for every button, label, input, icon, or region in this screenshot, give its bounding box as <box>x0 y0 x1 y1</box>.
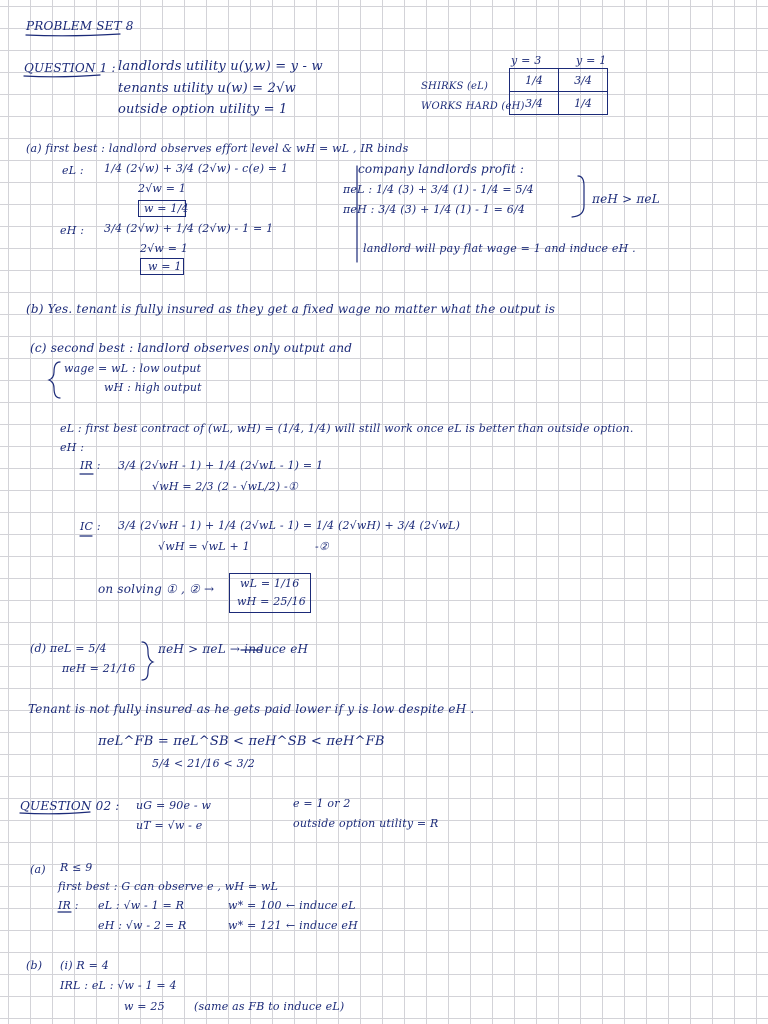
q1a-profit-heading: company landlords profit : <box>358 162 525 176</box>
q2-util-t: uT = √w - e <box>136 819 203 832</box>
q2a-w-eh: w* = 121 <box>228 919 282 932</box>
q1a-conclusion: landlord will pay flat wage = 1 and induce eH . <box>363 242 636 255</box>
q2a-el-eq: eL : √w - 1 = R <box>98 899 185 912</box>
table-row-shirks: SHIRKS (eL) <box>421 81 489 92</box>
q2-outside-option: outside option utility = R <box>293 817 439 830</box>
q1c-ic-tag: -② <box>315 540 329 553</box>
q1c-wage-low: wage = wL : low output <box>64 362 202 375</box>
q1c-wage-high: wH : high output <box>104 381 202 394</box>
q1-util-tenant: tenants utility u(w) = 2√w <box>118 81 296 96</box>
table-col-y1: y = 1 <box>576 54 607 67</box>
q1a-el-eq1: 1/4 (2√w) + 3/4 (2√w) - c(e) = 1 <box>104 162 289 175</box>
q1a-eh-eq1: 3/4 (2√w) + 1/4 (2√w) - 1 = 1 <box>104 222 274 235</box>
q2a-note-el: ← induce eL <box>286 899 356 912</box>
q2b-w: w = 25 <box>124 1000 165 1013</box>
q1d-pi-eh: πeH = 21/16 <box>62 662 136 675</box>
q2a-label: (a) <box>30 863 46 876</box>
q1c-heading: (c) second best : landlord observes only output and <box>30 341 353 355</box>
table-cell: 1/4 <box>559 92 608 115</box>
table-row <box>510 69 608 92</box>
q1c-answer-wl: wL = 1/16 <box>240 577 300 590</box>
q1-util-landlord: landlords utility u(y,w) = y - w <box>118 59 323 74</box>
table-col-y3: y = 3 <box>511 54 542 67</box>
q1a-eh-eq2: 2√w = 1 <box>140 242 189 255</box>
q1c-ir-eq2: √wH = 2/3 (2 - √wL/2) -① <box>152 480 299 493</box>
q2-heading: QUESTION 02 : <box>20 799 120 813</box>
profit-bracket <box>572 176 584 217</box>
q2a-note-eh: ← induce eH <box>286 919 358 932</box>
q2a-ir-label: IR : <box>58 899 79 912</box>
table-cell: 3/4 <box>559 69 608 92</box>
q1a-eh-answer: w = 1 <box>148 260 182 273</box>
q1d-inequality-values: 5/4 < 21/16 < 3/2 <box>152 757 255 770</box>
table-row <box>510 92 608 115</box>
q1-heading: QUESTION 1 : <box>24 61 116 75</box>
table-cell: 1/4 <box>510 69 559 92</box>
wage-brace <box>49 362 60 398</box>
q1d-note: Tenant is not fully insured as he gets paid lower if y is low despite eH . <box>28 702 475 716</box>
q1a-el-eq2: 2√w = 1 <box>138 182 187 195</box>
q2-effort: e = 1 or 2 <box>293 797 351 810</box>
q1c-ic-label: IC : <box>80 520 101 533</box>
q2a-first-best: first best : G can observe e , wH = wL <box>58 880 279 893</box>
q1d-inequality-pi: πeL^FB = πeL^SB < πeH^SB < πeH^FB <box>98 734 385 749</box>
q1a-el-answer: w = 1/4 <box>144 202 189 215</box>
q2b-note: (same as FB to induce eL) <box>194 1000 345 1013</box>
q1a-profit-el: πeL : 1/4 (3) + 3/4 (1) - 1/4 = 5/4 <box>343 183 534 196</box>
q1c-answer-wh: wH = 25/16 <box>237 595 306 608</box>
q2b-label: (b) <box>26 959 43 972</box>
q1a-eh-label: eH : <box>60 224 85 237</box>
q1c-ic-eq1: 3/4 (2√wH - 1) + 1/4 (2√wL - 1) = 1/4 (2√wH) + 3/4 (2√wL) <box>118 519 461 532</box>
q1c-el-line: eL : first best contract of (wL, wH) = (1/4, 1/4) will still work once eL is better than outside option. <box>60 422 634 435</box>
q1a-el-label: eL : <box>62 164 84 177</box>
title-underline <box>26 34 120 36</box>
q2a-eh-eq: eH : √w - 2 = R <box>98 919 187 932</box>
q2b-irl-eq: IRL : eL : √w - 1 = 4 <box>60 979 177 992</box>
probability-table <box>509 68 608 115</box>
q1c-ic-eq2: √wH = √wL + 1 <box>158 540 250 553</box>
q1c-ir-eq1: 3/4 (2√wH - 1) + 1/4 (2√wL - 1) = 1 <box>118 459 324 472</box>
q1b-text: (b) Yes. tenant is fully insured as they get a fixed wage no matter what the output is <box>26 302 556 316</box>
q2b-condition: (i) R = 4 <box>60 959 109 972</box>
table-cell: 3/4 <box>510 92 559 115</box>
q2a-w-el: w* = 100 <box>228 899 282 912</box>
q1c-eh-label: eH : <box>60 441 85 454</box>
d-brace <box>142 642 153 680</box>
q2a-condition: R ≤ 9 <box>60 861 93 874</box>
q1d-pi-el: (d) πeL = 5/4 <box>30 642 107 655</box>
q2-util-g: uG = 90e - w <box>136 799 212 812</box>
q1-heading-underline <box>24 75 100 77</box>
q1a-heading: (a) first best : landlord observes effort level & wH = wL , IR binds <box>26 142 409 155</box>
q1d-result: πeH > πeL → induce eH <box>158 642 309 656</box>
page-title: PROBLEM SET 8 <box>26 19 134 33</box>
q1a-profit-eh: πeH : 3/4 (3) + 1/4 (1) - 1 = 6/4 <box>343 203 526 216</box>
table-row-works-hard: WORKS HARD (eH) <box>421 101 525 112</box>
q1-util-outside: outside option utility = 1 <box>118 102 288 117</box>
q1a-profit-compare: πeH > πeL <box>592 192 660 206</box>
q1c-solve: on solving ① , ② → <box>98 582 215 596</box>
q1c-ir-label: IR : <box>80 459 101 472</box>
